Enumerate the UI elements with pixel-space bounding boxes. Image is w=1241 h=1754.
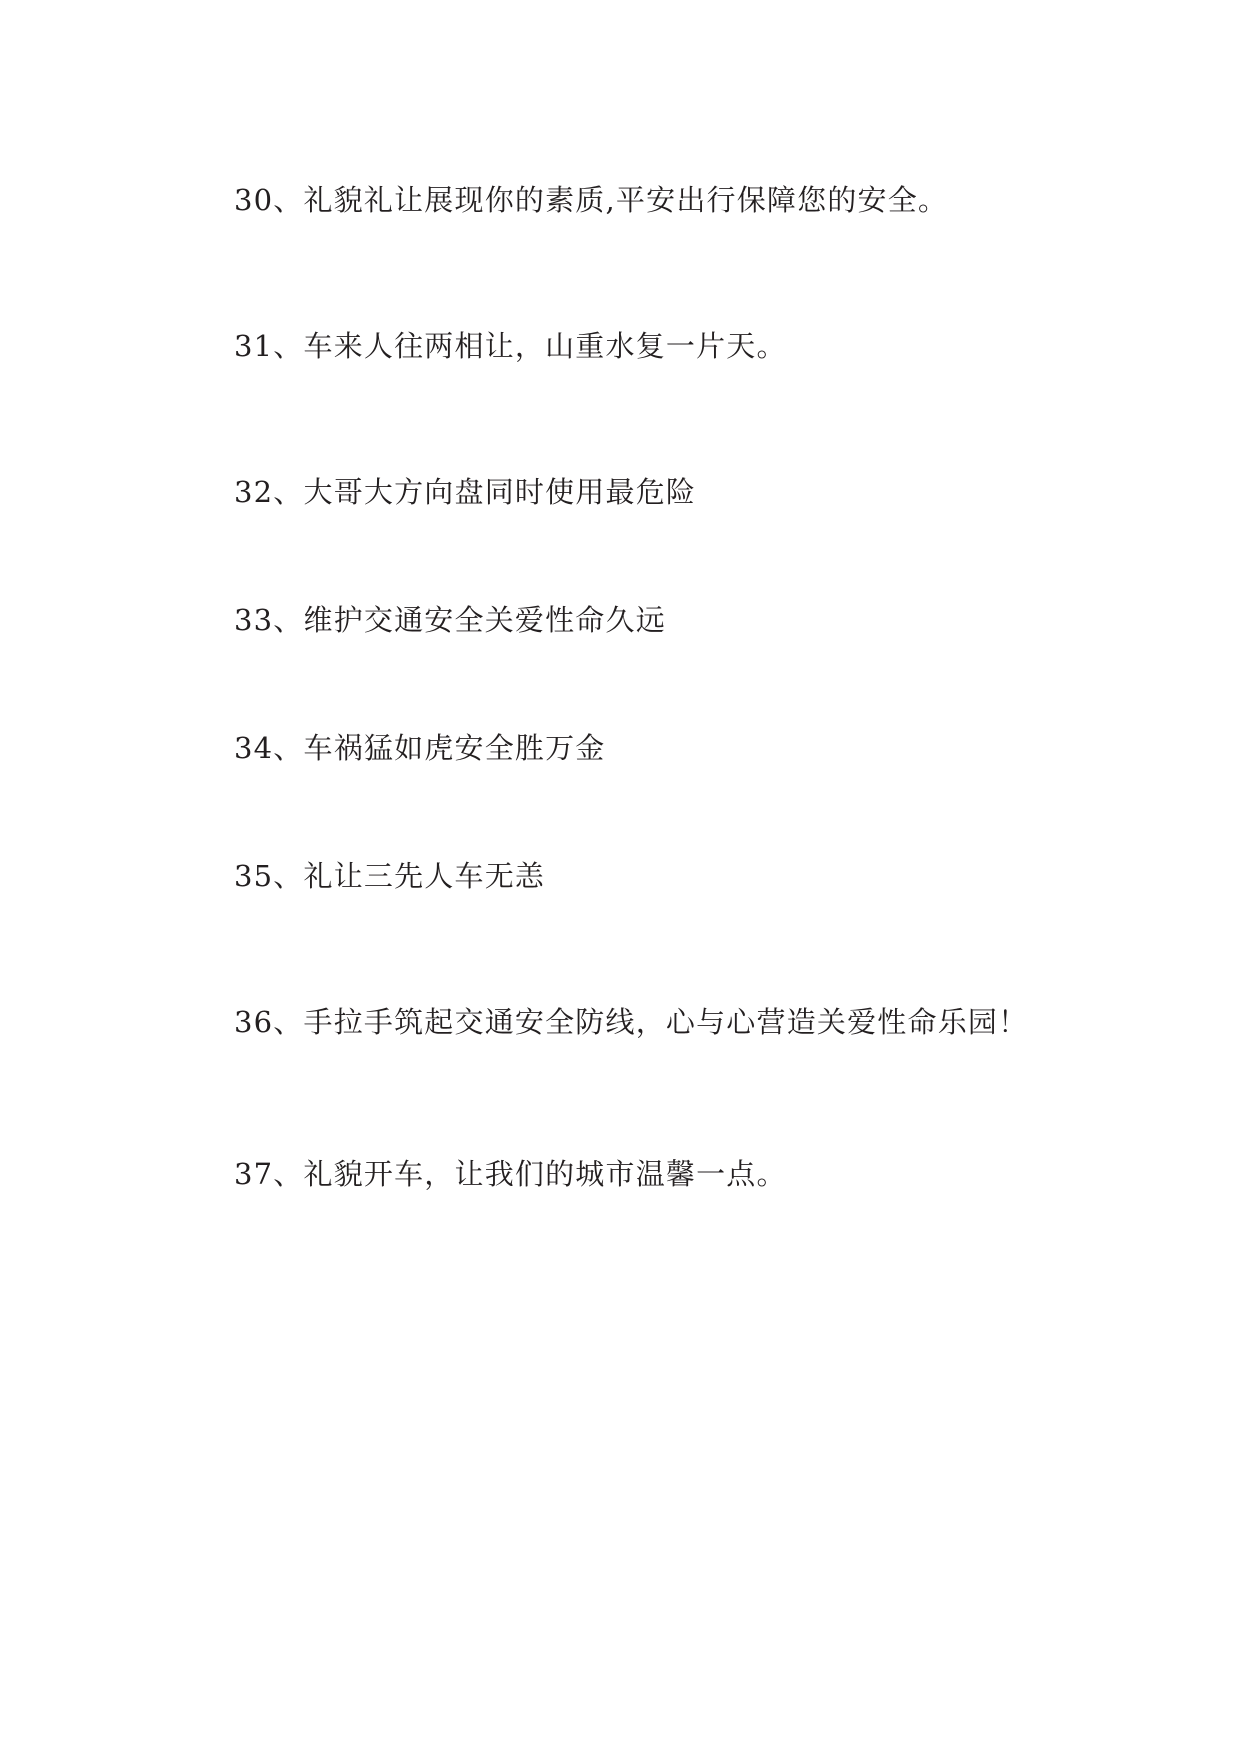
- paragraph-spacer: [172, 1047, 1072, 1149]
- document-body: [172, 175, 1072, 1199]
- paragraph-spacer: [172, 225, 1072, 321]
- paragraph-item-36: 36、手拉手筑起交通安全防线，心与心营造关爱性命乐园！: [234, 1005, 1029, 1039]
- paragraph-item-30: 30、礼貌礼让展现你的素质,平安出行保障您的安全。: [234, 183, 949, 217]
- paragraph-item-31: 31、车来人往两相让，山重水复一片天。: [234, 329, 787, 363]
- paragraph-spacer: [172, 371, 1072, 467]
- paragraph-item-32: 32、大哥大方向盘同时使用最危险: [234, 475, 697, 509]
- paragraph-spacer: [172, 645, 1072, 723]
- paragraph-item-34: 34、车祸猛如虎安全胜万金: [234, 731, 606, 765]
- paragraph-item-35: 35、礼让三先人车无恙: [234, 859, 546, 893]
- paragraph-spacer: [172, 901, 1072, 997]
- paragraph-item-33: 33、维护交通安全关爱性命久远: [234, 603, 666, 637]
- paragraph-item-37: 37、礼貌开车，让我们的城市温馨一点。: [234, 1157, 787, 1191]
- paragraph-spacer: [172, 773, 1072, 851]
- paragraph-spacer: [172, 517, 1072, 595]
